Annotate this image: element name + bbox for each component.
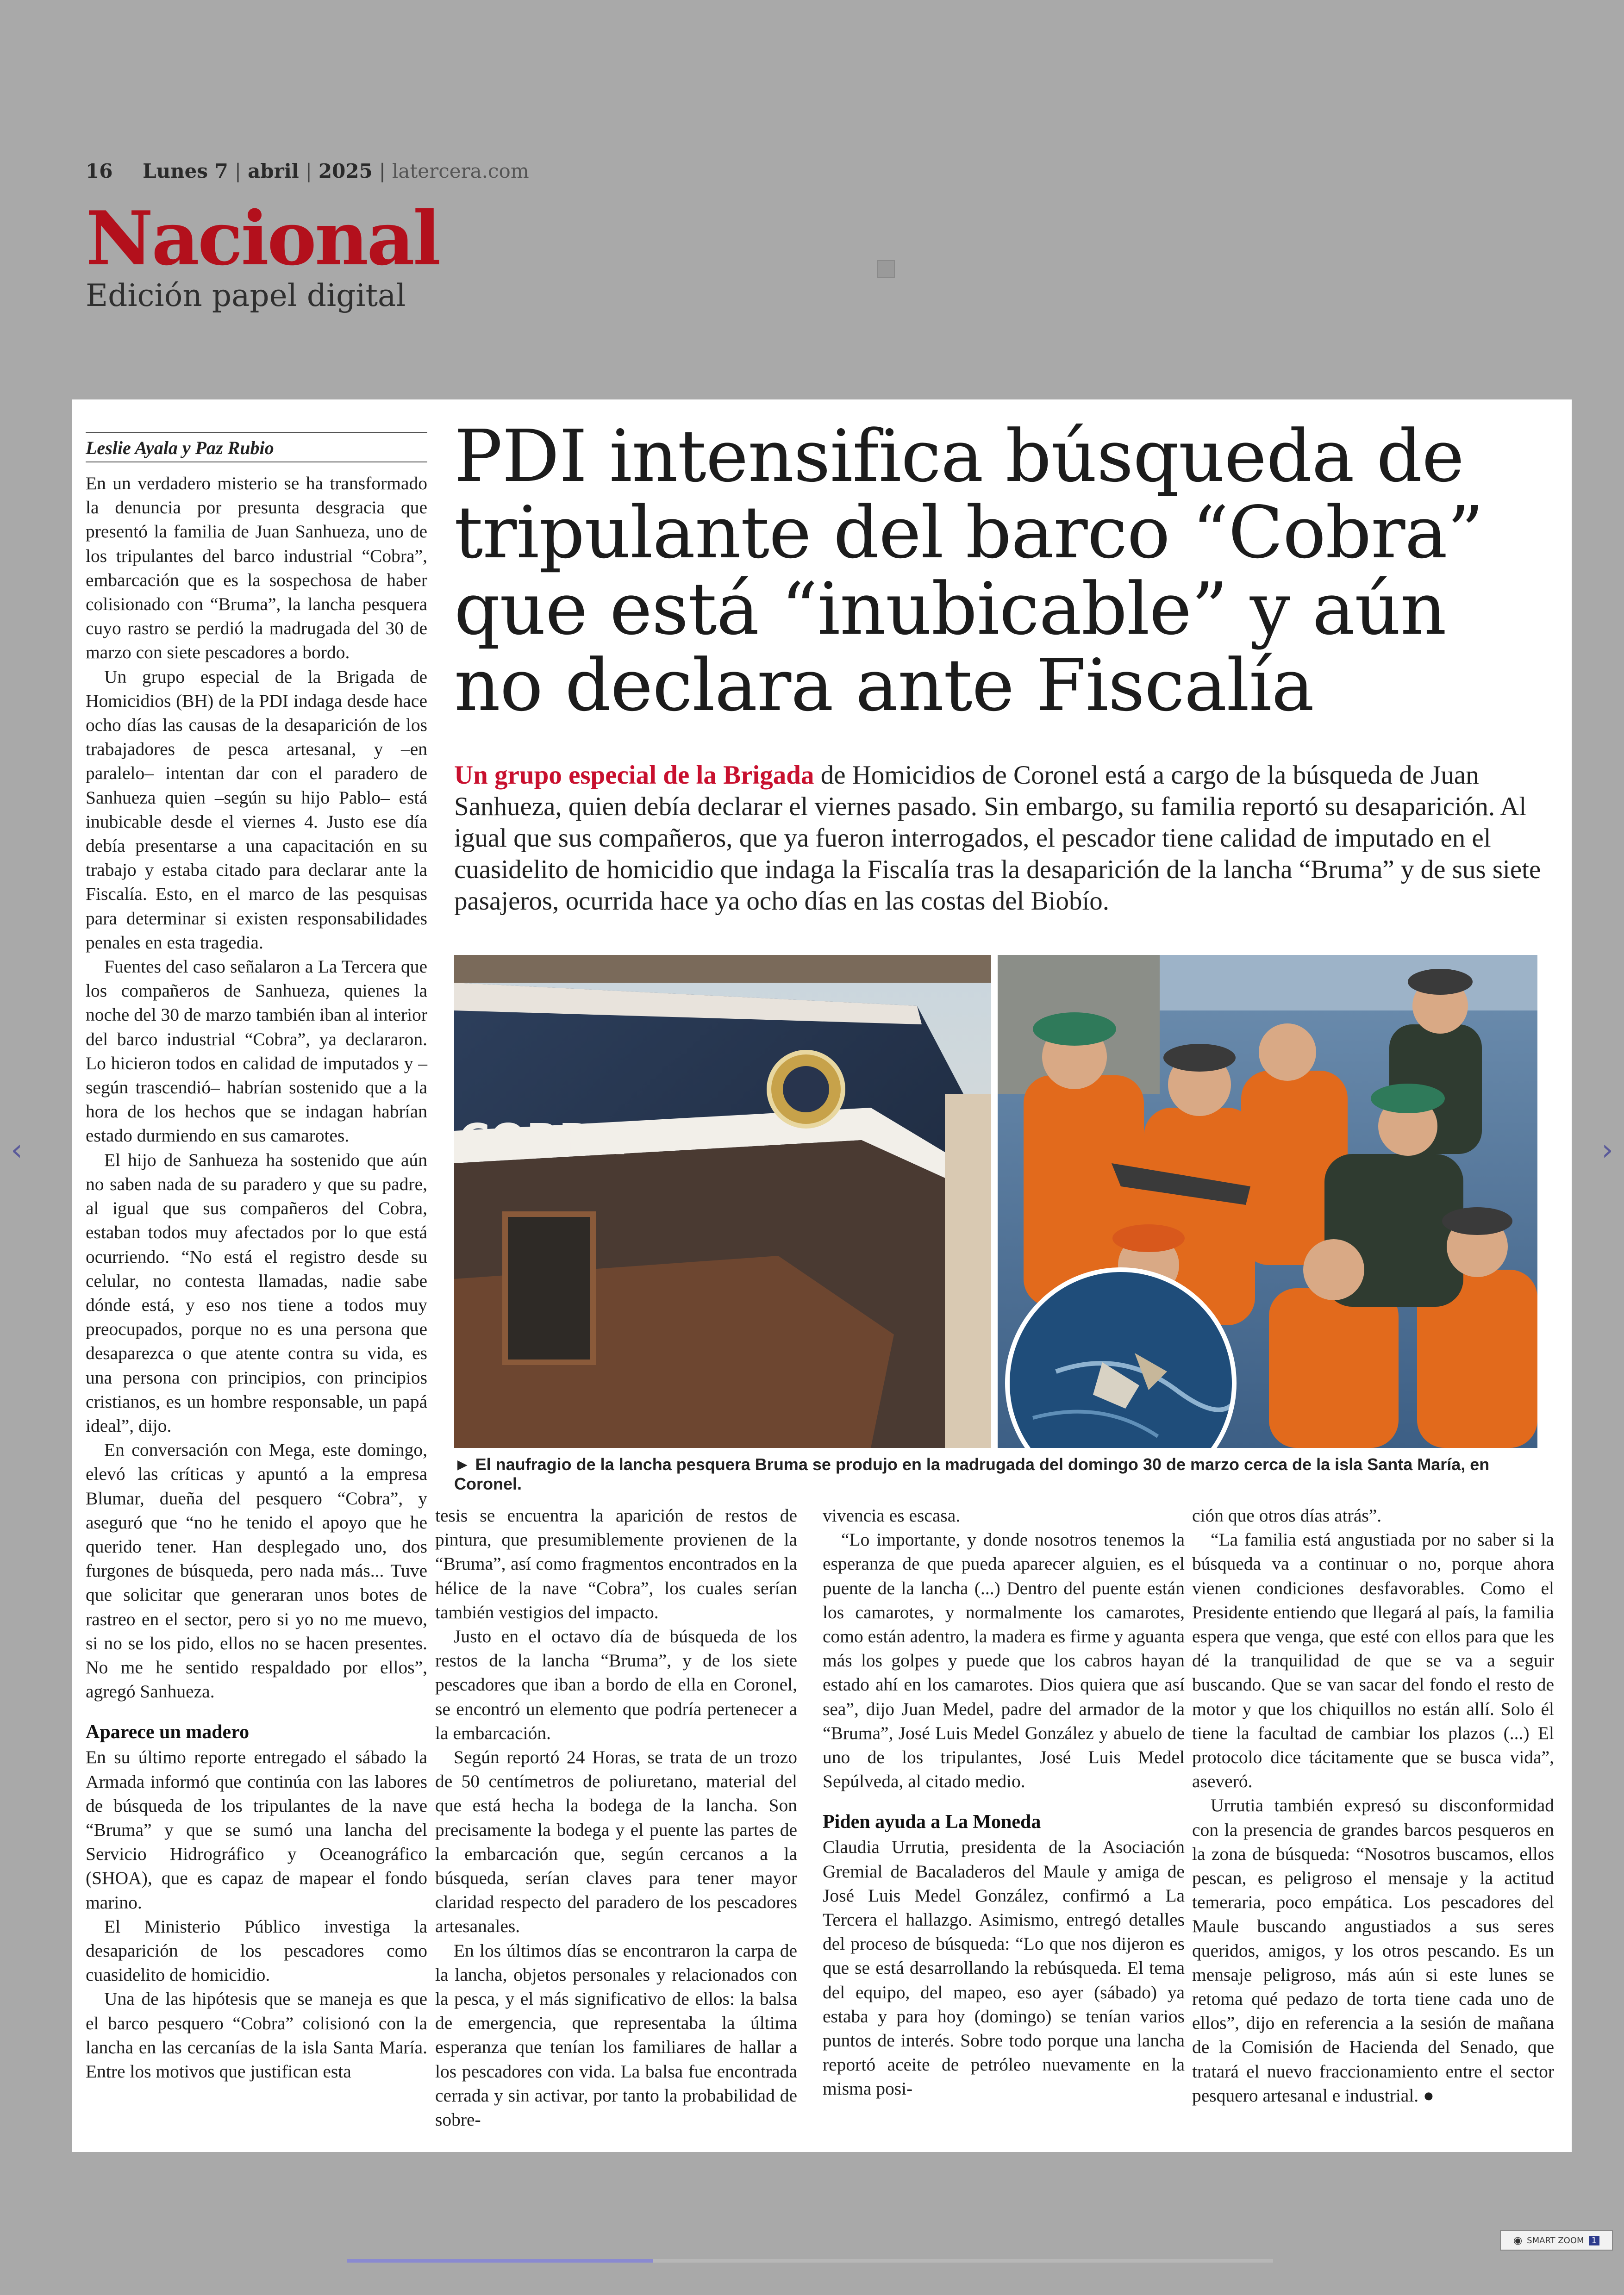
lead-kicker: Un grupo especial de la Brigada [454, 761, 814, 790]
paragraph: Fuentes del caso señalaron a La Tercera que los compañeros de Sanhueza, quienes la noche del 30 de marzo también iban al interior del barco industrial “Cobra”, ya declararon. Lo hicieron todos en calidad de imputados y –según trascendió– habrían sostenido que a la hora de los hechos que se indagan habrían estado durmiendo en sus camarotes. [86, 956, 427, 1146]
reading-progress-bar[interactable] [347, 2259, 1273, 2263]
lead-text: de Homicidios de Coronel está a cargo de la búsqueda de Juan Sanhueza, quien debía declarar el viernes pasado. Sin embargo, su familia reportó su desaparición. Al igual que sus compañeros, que ya fueron interrogados, el pescador tiene calidad de imputado en el cuasidelito de homicidio que indaga la Fiscalía tras la desaparición de la lancha “Bruma” y de sus siete pasajeros, ocurrida hace ya ocho días en las costas del Biobío. [454, 761, 1541, 916]
paragraph: En conversación con Mega, este domingo, elevó las críticas y apuntó a la empresa Blumar, dueña del pesquero “Cobra”, y aseguró que “no he tenido el apoyo que he querido tener. Han desplegado uno, dos furgones de búsqueda, pero nada más... Tuve que solicitar que generaran unos botes de rastreo en el sector, pero si yo no me muevo, si no se los pido, ellos no se hacen presentes. No me he sentido respaldado por ellos”, agregó Sanhueza. [86, 1440, 427, 1702]
paragraph: El hijo de Sanhueza ha sostenido que aún no saben nada de su paradero y que su padre, al igual que sus compañeros del Cobra, estaban todos muy afectados por lo que está ocurriendo. “No está el registro desde su celular, no contesta llamadas, nadie sabe dónde está, y eso nos tiene a todos muy preocupados, porque no es una persona que desaparezca o que atente contra su vida, es una persona con principios, con principios cristianos, es un hombre responsable, un papá ideal”, dijo. [86, 1149, 427, 1436]
headline: PDI intensifica búsqueda de tripulante del barco “Cobra” que está “inubicable” y aún no declara ante Fiscalía [454, 414, 1484, 727]
newspaper-page [72, 399, 1572, 2152]
paragraph: En su último reporte entregado el sábado la Armada informó que continúa con las labores de búsqueda de los tripulantes de la nave “Bruma” y que se sumó una lancha del Servicio Hidrográfico y Oceanográfico (SHOA), que es capaz de mapear el fondo marino. [86, 1747, 427, 1913]
masthead [86, 160, 529, 182]
subheading-aparece-madero: Aparece un madero [86, 1721, 250, 1743]
date-day: Lunes 7 [143, 160, 228, 182]
ship-photo [454, 955, 991, 1448]
paragraph: Según reportó 24 Horas, se trata de un trozo de 50 centímetros de poliuretano, material del que está hecha la bodega de la lancha. Son precisamente la bodega y el puente las partes de la embarcación que, según cercanos a la búsqueda, serían claves para tener mayor claridad respecto del paradero de los pescadores artesanales. [435, 1747, 797, 1937]
photo-caption: ► El naufragio de la lancha pesquera Bruma se produjo en la madrugada del domingo 30 de marzo cerca de la isla Santa María, en Coronel. [454, 1455, 1490, 1493]
prev-page-button[interactable]: ‹ [11, 1133, 23, 1167]
paragraph: Justo en el octavo día de búsqueda de los restos de la lancha “Bruma”, y de los siete pescadores que iban a bordo de ella en Coronel, se encontró un elemento que podría pertenecer a la embarcación. [435, 1626, 797, 1743]
dateline: 16 Lunes 7 | abril | 2025 | latercera.com [86, 160, 529, 182]
subheading-piden-ayuda: Piden ayuda a La Moneda [823, 1811, 1041, 1833]
paragraph: Una de las hipótesis que se maneja es que el barco pesquero “Cobra” colisionó con la lancha en las cercanías de la isla Santa María. Entre los motivos que justifican esta [86, 1989, 427, 2082]
eye-icon: ◉ [1513, 2234, 1523, 2246]
paragraph: “La familia está angustiada por no saber si la búsqueda va a continuar o no, porque ahora vienen condiciones desfavorables. Como el Presidente entiendo que llegará al país, la familia espera que venga, que esté con ellos para que les dé la tranquilidad de que se va a seguir buscando. Que se van sacar del fondo el resto de motor y que los chiquillos no están allí. Solo él tiene la facultad de cambiar los plazos (...) El protocolo dice tácitamente que se busca vida”, aseveró. [1192, 1529, 1554, 1792]
paragraph: Urrutia también expresó su disconformidad con la presencia de grandes barcos pesqueros en la zona de búsqueda: “Nosotros buscamos, ellos pescan, es peligroso el mensaje y la actitud temeraria, poco empática. Los pescadores del Maule buscando angustiados a sus seres queridos, amigos, y los otros pescando. Es un mensaje peligroso, más aún si este lunes se retoma qué pedazo de torta tiene cada uno de ellos”, dijo en referencia a la sesión de mañana de la Comisión de Hacienda del Senado, que tratará el nuevo fraccionamiento entre el sector pesquero artesanal e industrial. ● [1192, 1795, 1554, 2106]
article-column-4 [1192, 1503, 1554, 2108]
paragraph: En los últimos días se encontraron la carpa de la lancha, objetos personales y relacionados con la pesca, y el más significativo de ellos: la balsa de emergencia, que representaba la última esperanza que tenían los familiares de hallar a los pescadores con vida. La balsa fue encontrada cerrada y sin activar, por tanto la probabilidad de sobre- [435, 1940, 797, 2130]
date-year: 2025 [318, 160, 373, 182]
date-month: abril [248, 160, 299, 182]
section-title: Nacional [86, 195, 439, 282]
paragraph: ción que otros días atrás”. [1192, 1505, 1382, 1526]
paragraph: tesis se encuentra la aparición de restos de pintura, que presumiblemente provienen de la “Bruma”, así como fragmentos encontrados en la hélice de la nave “Cobra”, los cuales serían también vestigios del impacto. [435, 1505, 797, 1622]
zoom-level: 1 [1589, 2236, 1599, 2245]
paragraph: Claudia Urrutia, presidenta de la Asociación Gremial de Bacaladeros del Maule y amiga de José Luis Medel González, confirmó a La Tercera el hallazgo. Asimismo, entregó detalles del proceso de búsqueda: “Lo que nos dijeron es que se está desarrollando la rebúsqueda. El tema del equipo, del mapeo, eso ayer (sábado) ya estaba y para hoy (domingo) se tenían varios puntos de interés. Sobre todo porque una lancha reportó aceite de petróleo nuevamente en la misma posi- [823, 1837, 1185, 2099]
article-column-1 [86, 471, 427, 2083]
lead-paragraph [454, 760, 1551, 917]
paragraph: En un verdadero misterio se ha transformado la denuncia por presunta desgracia que presentó la familia de Juan Sanhueza, uno de los tripulantes del barco industrial “Cobra”, embarcación que es la sospechosa de haber colisionado con “Bruma”, la lancha pesquera cuyo rastro se perdió la madrugada del 30 de marzo con siete pescadores a bordo. [86, 473, 427, 663]
edition-subtitle: Edición papel digital [86, 278, 406, 313]
smart-zoom-button[interactable] [1500, 2230, 1613, 2251]
page-number: 16 [86, 160, 113, 182]
article-column-2 [435, 1503, 797, 2132]
paragraph: Un grupo especial de la Brigada de Homicidios (BH) de la PDI indaga desde hace ocho días las causas de la desaparición de los trabajadores de pesca artesanal, y –en paralelo– intentan dar con el paradero de Sanhueza quien –según su hijo Pablo– está inubicable desde el viernes 4. Justo ese día debía presentarse a una capacitación en su trabajo y estaba citado para declarar ante la Fiscalía. Esto, en el marco de las pesquisas para determinar si existen responsabilidades penales en esta tragedia. [86, 666, 427, 953]
page-marker-icon [877, 260, 895, 278]
site-name: latercera.com [392, 160, 529, 182]
article-photo [454, 955, 1537, 1448]
paragraph: vivencia es escasa. [823, 1505, 961, 1526]
article-column-3 [823, 1503, 1185, 2101]
paragraph: “Lo importante, y donde nosotros tenemos la esperanza de que pueda aparecer alguien, es el puente de la lancha (...) Dentro del puente están los camarotes, y normalmente los camarotes, como están adentro, la madera es firme y aguanta más los golpes y puede que los cabros hayan estado ahí en los camarotes. Dios quiera que así sea”, dijo Juan Medel, padre del armador de la “Bruma”, José Luis Medel González y abuelo de uno de los tripulantes, José Luis Medel Sepúlveda, al citado medio. [823, 1529, 1185, 1792]
byline: Leslie Ayala y Paz Rubio [86, 432, 427, 462]
ship-name-text: COBRA [459, 1115, 625, 1164]
smart-zoom-label: SMART ZOOM [1527, 2235, 1584, 2245]
paragraph: El Ministerio Público investiga la desaparición de los pescadores como cuasidelito de homicidio. [86, 1916, 427, 1985]
next-page-button[interactable]: › [1601, 1133, 1613, 1167]
reading-progress-fill [347, 2259, 653, 2263]
